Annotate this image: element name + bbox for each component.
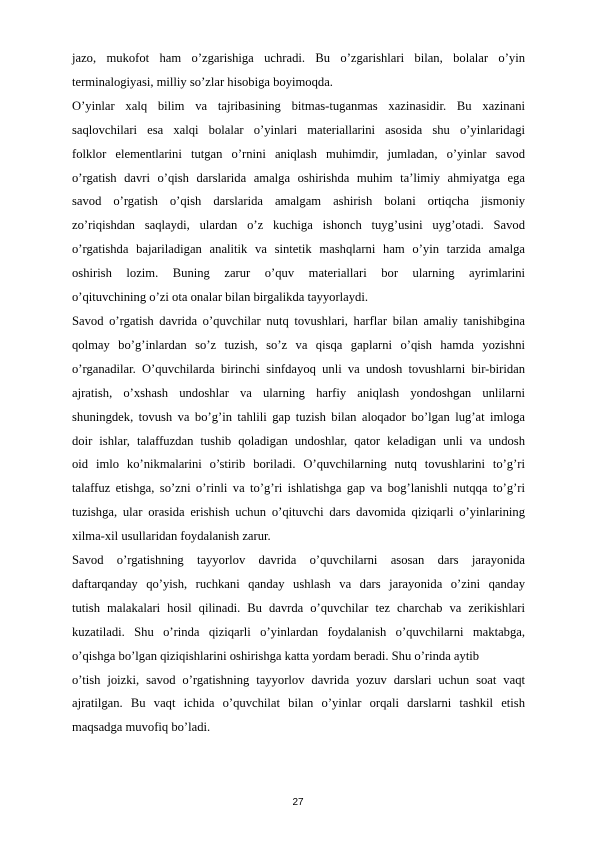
- text-line: tutish malakalari hosil qilinadi. Bu davrda o’quvchilar tez charchab va zerikishlari: [72, 600, 525, 615]
- paragraph-5: [72, 669, 525, 741]
- text-line: o’qituvchining o’zi ota onalar bilan birgalikda tayyorlaydi.: [72, 290, 368, 305]
- text-line: Savod o’rgatishning tayyorlov davrida o’quvchilarni asosan dars jarayonida: [72, 553, 525, 568]
- text-line: jazo, mukofot ham o’zgarishiga uchradi. Bu o’zgarishlari bilan, bolalar o’yin: [72, 51, 525, 65]
- text-line: zo’riqishdan saqlaydi, ulardan o’z kuchiga ishonch tuyg’usini uyg’otadi. Savod: [72, 218, 525, 233]
- text-line: o’rganadilar. O’quvchilarda birinchi sinfdayoq unli va undosh tovushlarni bir-biridan: [72, 361, 525, 376]
- paragraph-2: [72, 95, 525, 310]
- text-line: terminalogiyasi, milliy so’zlar hisobiga boyimoqda.: [72, 74, 333, 89]
- text-line: maqsadga muvofiq bo’ladi.: [72, 720, 211, 735]
- text-line: saqlovchilari esa xalqi bolalar o’yinlari materiallarini asosida shu o’yinlaridagi: [72, 122, 525, 137]
- text-line: Savod o’rgatish davrida o’quvchilar nutq tovushlari, harflar bilan amaliy tanishibgina: [72, 313, 525, 328]
- text-line: folklor elementlarini tutgan o’rnini aniqlash muhimdir, jumladan, o’yinlar savod: [72, 146, 525, 161]
- text-line: xilma-xil usullaridan foydalanish zarur.: [72, 529, 271, 544]
- text-line: oid imlo ko’nikmalarini o’stirib boriladi. O’quvchilarning nutq tovushlarini to’g’ri: [72, 457, 525, 472]
- text-line: doir ishlar, talaffuzdan tushib qoladigan undoshlar, qator keladigan unli va undosh: [72, 433, 525, 448]
- text-line: kuzatiladi. Shu o’rinda qiziqarli o’yinlardan foydalanish o’quvchilarni maktabga,: [72, 624, 525, 639]
- document-body: [72, 47, 525, 740]
- page-number: 27: [292, 797, 304, 808]
- text-line: o’qishga bo’lgan qiziqishlarini oshirishga katta yordam beradi. Shu o’rinda aytib: [72, 648, 480, 663]
- text-line: o’tish joizki, savod o’rgatishning tayyorlov davrida yozuv darslari uchun soat vaqt: [72, 672, 525, 687]
- text-line: talaffuz etishga, so’zni o’rinli va to’g’ri ishlatishga gap va bog’lanishli nutqqa to’g’ri: [72, 481, 525, 496]
- text-line: ajratilgan. Bu vaqt ichida o’quvchilat bilan o’yinlar orqali darslarni tashkil etish: [72, 696, 525, 711]
- paragraph-1: [72, 47, 525, 95]
- paragraph-4: [72, 549, 525, 669]
- text-line: qolmay bo’g’inlardan so’z tuzish, so’z va qisqa gaplarni o’qish hamda yozishni: [72, 337, 525, 352]
- text-line: O’yinlar xalq bilim va tajribasining bitmas-tuganmas xazinasidir. Bu xazinani: [72, 98, 525, 113]
- text-line: o’rgatish davri o’qish darslarida amalga oshirishda muhim ta’limiy ahmiyatga ega: [72, 170, 525, 185]
- text-line: daftarqanday qo’yish, ruchkani qanday ushlash va dars jarayonida o’zini qanday: [72, 576, 525, 591]
- text-line: tuzishga, ular orasida erishish uchun o’qituvchi dars davomida qiziqarli o’yinlarining: [72, 505, 525, 520]
- text-line: oshirish lozim. Buning zarur o’quv materiallari bor ularning ayrimlarini: [72, 266, 525, 281]
- paragraph-3: [72, 310, 525, 549]
- text-line: o’rgatishda bajariladigan analitik va sintetik mashqlarni ham o’yin tarzida amalga: [72, 242, 525, 257]
- text-line: ajratish, o’xshash undoshlar va ularning harfiy aniqlash yondoshgan unlilarni: [72, 385, 525, 400]
- text-line: shuningdek, tovush va bo’g’in tahlili gap tuzish bilan aloqador bo’lgan lug’at imloga: [72, 409, 525, 424]
- text-line: savod o’rgatish o’qish darslarida amalgam ashirish bolani ortiqcha jismoniy: [72, 194, 525, 209]
